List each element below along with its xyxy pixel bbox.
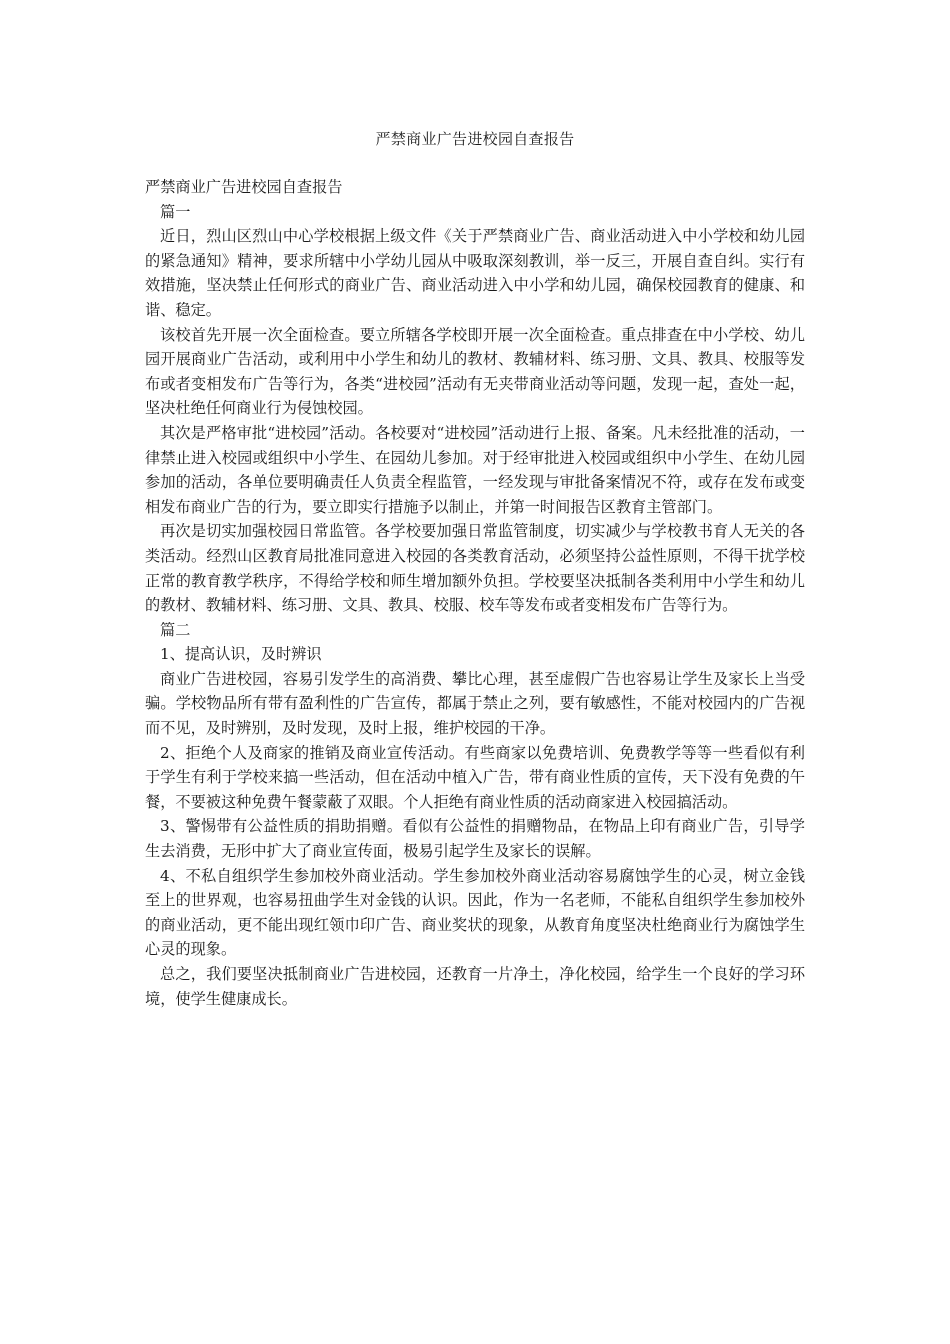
- section-label-1: 篇一: [160, 202, 191, 221]
- paragraph: 再次是切实加强校园日常监管。各学校要加强日常监管制度，切实减少与学校教书育人无关的各类活动。经烈山区教育局批准同意进入校园的各类教育活动，必须坚持公益性原则，不得干扰学校正常的教育教学秩序，不得给学校和师生增加额外负担。学校要坚决抵制各类利用中小学生和幼儿的教材、教辅材料、练习册、文具、教具、校服、校车等发布或者变相发布广告等行为。: [145, 522, 805, 615]
- paragraph: 其次是严格审批“进校园”活动。各校要对“进校园”活动进行上报、备案。凡未经批准的活动，一律禁止进入校园或组织中小学生、在园幼儿参加。对于经审批进入校园或组织中小学生、在幼儿园参加的活动，各单位要明确责任人负责全程监管，一经发现与审批备案情况不符，或存在发布或变相发布商业广告的行为，要立即实行措施予以制止，并第一时间报告区教育主管部门。: [145, 423, 805, 516]
- list-item: 4、不私自组织学生参加校外商业活动。学生参加校外商业活动容易腐蚀学生的心灵，树立金钱至上的世界观，也容易扭曲学生对金钱的认识。因此，作为一名老师，不能私自组织学生参加校外的商业活动，更不能出现红领巾印广告、商业奖状的现象，从教育角度坚决杜绝商业行为腐蚀学生心灵的现象。: [145, 866, 805, 959]
- list-item-heading: 1、提高认识，及时辨识: [160, 645, 322, 664]
- document-title: 严禁商业广告进校园自查报告: [375, 130, 575, 148]
- paragraph: 该校首先开展一次全面检查。要立所辖各学校即开展一次全面检查。重点排查在中小学校、幼儿园开展商业广告活动，或利用中小学生和幼儿的教材、教辅材料、练习册、文具、教具、校服等发布或者变相发布广告等行为，各类“进校园”活动有无夹带商业活动等问题，发现一起，查处一起，坚决杜绝任何商业行为侵蚀校园。: [145, 325, 805, 418]
- document-body: [145, 175, 805, 1011]
- list-item: 3、警惕带有公益性质的捐助捐赠。看似有公益性的捐赠物品，在物品上印有商业广告，引导学生去消费，无形中扩大了商业宣传面，极易引起学生及家长的误解。: [145, 817, 805, 861]
- paragraph: 近日，烈山区烈山中心学校根据上级文件《关于严禁商业广告、商业活动进入中小学校和幼儿园的紧急通知》精神，要求所辖中小学幼儿园从中吸取深刻教训，举一反三，开展自查自纠。实行有效措施，坚决禁止任何形式的商业广告、商业活动进入中小学和幼儿园，确保校园教育的健康、和谐、稳定。: [145, 227, 805, 319]
- conclusion-paragraph: 总之，我们要坚决抵制商业广告进校园，还教育一片净土，净化校园，给学生一个良好的学习环境，使学生健康成长。: [145, 965, 805, 1008]
- body-heading: 严禁商业广告进校园自查报告: [145, 178, 343, 196]
- section-label-2: 篇二: [160, 620, 191, 639]
- list-item: 2、拒绝个人及商家的推销及商业宣传活动。有些商家以免费培训、免费教学等等一些看似有利于学生有利于学校来搞一些活动，但在活动中植入广告，带有商业性质的宣传，天下没有免费的午餐，不要被这种免费午餐蒙蔽了双眼。个人拒绝有商业性质的活动商家进入校园搞活动。: [145, 743, 805, 811]
- paragraph: 商业广告进校园，容易引发学生的高消费、攀比心理，甚至虚假广告也容易让学生及家长上当受骗。学校物品所有带有盈利性的广告宣传，都属于禁止之列，要有敏感性，不能对校园内的广告视而不见，及时辨别，及时发现，及时上报，维护校园的干净。: [145, 669, 805, 738]
